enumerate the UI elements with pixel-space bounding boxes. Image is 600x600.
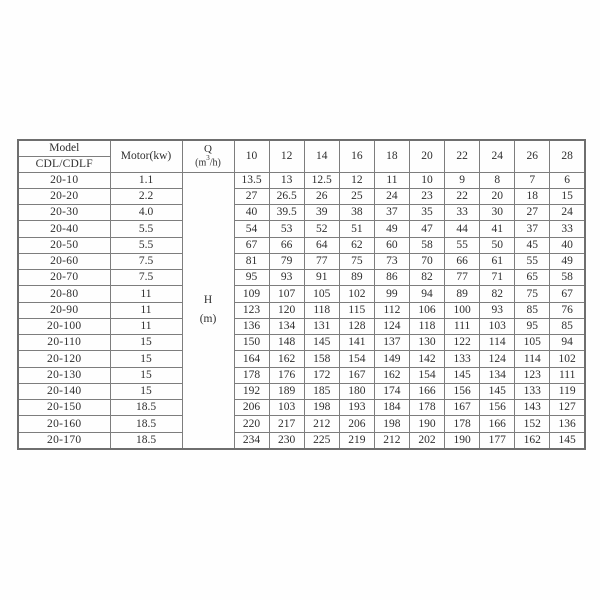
model-cell: 20-80 [18,286,110,302]
head-value-cell: 114 [480,335,515,351]
head-value-cell: 130 [409,335,444,351]
head-value-cell: 145 [304,335,339,351]
head-value-cell: 82 [480,286,515,302]
head-value-cell: 152 [515,416,550,432]
motor-cell: 7.5 [110,253,182,269]
flow-header-cell: 26 [515,140,550,172]
flow-header-cell: 20 [409,140,444,172]
head-value-cell: 61 [480,253,515,269]
head-value-cell: 206 [339,416,374,432]
table-body [18,172,585,449]
head-value-cell: 166 [409,383,444,399]
h-unit: (m) [199,313,217,326]
table-row [18,205,585,221]
head-value-cell: 50 [480,237,515,253]
motor-cell: 11 [110,286,182,302]
head-value-cell: 94 [409,286,444,302]
table-row [18,270,585,286]
head-value-cell: 149 [374,351,409,367]
head-value-cell: 7 [515,172,550,188]
model-cell: 20-110 [18,335,110,351]
table-row [18,172,585,188]
head-value-cell: 26 [304,188,339,204]
head-value-cell: 193 [339,400,374,416]
q-label: Q [204,143,212,156]
head-value-cell: 136 [550,416,585,432]
head-value-cell: 22 [445,188,480,204]
head-value-cell: 49 [374,221,409,237]
head-value-cell: 82 [409,270,444,286]
head-value-cell: 49 [550,253,585,269]
head-value-cell: 77 [304,253,339,269]
header-row-1 [18,140,585,156]
head-value-cell: 11 [374,172,409,188]
head-value-cell: 89 [339,270,374,286]
head-value-cell: 66 [269,237,304,253]
head-value-cell: 93 [269,270,304,286]
head-value-cell: 115 [339,302,374,318]
head-value-cell: 64 [304,237,339,253]
head-value-cell: 27 [515,205,550,221]
model-cell: 20-90 [18,302,110,318]
head-value-cell: 102 [339,286,374,302]
head-value-cell: 39.5 [269,205,304,221]
head-value-cell: 37 [515,221,550,237]
motor-cell: 18.5 [110,432,182,449]
head-value-cell: 156 [480,400,515,416]
head-value-cell: 102 [550,351,585,367]
table-row [18,188,585,204]
h-label: H [203,294,213,307]
flow-header-cell: 28 [550,140,585,172]
head-value-cell: 148 [269,335,304,351]
head-value-cell: 26.5 [269,188,304,204]
head-value-cell: 164 [234,351,269,367]
head-value-cell: 15 [550,188,585,204]
head-value-cell: 124 [374,318,409,334]
head-value-cell: 128 [339,318,374,334]
head-value-cell: 118 [409,318,444,334]
head-value-cell: 60 [374,237,409,253]
motor-cell: 5.5 [110,237,182,253]
head-value-cell: 156 [445,383,480,399]
q-unit-pre: (m [195,157,207,169]
head-value-cell: 6 [550,172,585,188]
motor-cell: 18.5 [110,400,182,416]
motor-cell: 4.0 [110,205,182,221]
head-value-cell: 174 [374,383,409,399]
head-value-cell: 39 [304,205,339,221]
head-value-cell: 198 [374,416,409,432]
head-value-cell: 44 [445,221,480,237]
model-cell: 20-70 [18,270,110,286]
head-value-cell: 167 [339,367,374,383]
head-value-cell: 45 [515,237,550,253]
table-row [18,318,585,334]
head-value-cell: 177 [480,432,515,449]
flow-header-cell: 22 [445,140,480,172]
head-value-cell: 47 [409,221,444,237]
head-value-cell: 18 [515,188,550,204]
head-value-cell: 93 [480,302,515,318]
motor-cell: 2.2 [110,188,182,204]
head-value-cell: 192 [234,383,269,399]
motor-cell: 1.1 [110,172,182,188]
head-value-cell: 145 [445,367,480,383]
head-value-cell: 141 [339,335,374,351]
model-cell: 20-100 [18,318,110,334]
flow-header-cell: 10 [234,140,269,172]
head-value-cell: 76 [550,302,585,318]
head-value-cell: 111 [445,318,480,334]
head-value-cell: 134 [480,367,515,383]
head-value-cell: 162 [269,351,304,367]
head-value-cell: 79 [269,253,304,269]
head-value-cell: 89 [445,286,480,302]
head-value-cell: 190 [409,416,444,432]
head-value-cell: 166 [480,416,515,432]
motor-cell: 15 [110,335,182,351]
head-value-cell: 38 [339,205,374,221]
motor-cell: 5.5 [110,221,182,237]
q-unit-sup: 3 [206,154,210,163]
head-value-cell: 13.5 [234,172,269,188]
head-value-cell: 30 [480,205,515,221]
head-value-cell: 77 [445,270,480,286]
model-cell: 20-150 [18,400,110,416]
motor-header-cell: Motor(kw) [110,140,182,172]
head-value-cell: 41 [480,221,515,237]
head-value-cell: 67 [550,286,585,302]
head-value-cell: 123 [234,302,269,318]
head-value-cell: 118 [304,302,339,318]
head-value-cell: 178 [234,367,269,383]
head-value-cell: 37 [374,205,409,221]
table-row [18,416,585,432]
head-value-cell: 119 [550,383,585,399]
head-value-cell: 127 [550,400,585,416]
head-value-cell: 10 [409,172,444,188]
head-value-cell: 112 [374,302,409,318]
model-cell: 20-130 [18,367,110,383]
model-header-cell: Model [18,140,110,156]
head-value-cell: 94 [550,335,585,351]
head-value-cell: 154 [409,367,444,383]
head-value-cell: 202 [409,432,444,449]
head-value-cell: 184 [374,400,409,416]
head-value-cell: 51 [339,221,374,237]
head-value-cell: 67 [234,237,269,253]
head-value-cell: 150 [234,335,269,351]
head-value-cell: 133 [515,383,550,399]
head-value-cell: 176 [269,367,304,383]
flow-header-cell: 24 [480,140,515,172]
head-value-cell: 40 [234,205,269,221]
head-value-cell: 212 [304,416,339,432]
head-value-cell: 136 [234,318,269,334]
head-value-cell: 95 [515,318,550,334]
head-value-cell: 62 [339,237,374,253]
flow-header-cell: 18 [374,140,409,172]
head-value-cell: 12.5 [304,172,339,188]
head-value-cell: 190 [445,432,480,449]
head-value-cell: 103 [480,318,515,334]
table-row [18,221,585,237]
motor-cell: 15 [110,383,182,399]
head-value-cell: 180 [339,383,374,399]
head-value-cell: 33 [550,221,585,237]
flow-header-cell: 12 [269,140,304,172]
table-row [18,367,585,383]
pump-performance-table [17,139,586,450]
table-row [18,432,585,449]
head-value-cell: 9 [445,172,480,188]
head-value-cell: 25 [339,188,374,204]
head-value-cell: 220 [234,416,269,432]
head-value-cell: 145 [550,432,585,449]
head-value-cell: 73 [374,253,409,269]
model-cell: 20-170 [18,432,110,449]
head-value-cell: 212 [374,432,409,449]
motor-cell: 11 [110,318,182,334]
model-cell: 20-60 [18,253,110,269]
head-value-cell: 8 [480,172,515,188]
table-row [18,383,585,399]
head-value-cell: 124 [480,351,515,367]
head-value-cell: 103 [269,400,304,416]
head-value-cell: 100 [445,302,480,318]
head-value-cell: 55 [445,237,480,253]
head-value-cell: 52 [304,221,339,237]
table-row [18,302,585,318]
head-value-cell: 133 [445,351,480,367]
head-value-cell: 142 [409,351,444,367]
head-value-cell: 137 [374,335,409,351]
head-value-cell: 206 [234,400,269,416]
head-value-cell: 189 [269,383,304,399]
head-value-cell: 178 [445,416,480,432]
flow-header-cell: 16 [339,140,374,172]
head-value-cell: 33 [445,205,480,221]
head-value-cell: 143 [515,400,550,416]
head-value-cell: 172 [304,367,339,383]
head-value-cell: 20 [480,188,515,204]
head-value-cell: 107 [269,286,304,302]
table-row [18,351,585,367]
head-value-cell: 85 [550,318,585,334]
head-value-cell: 71 [480,270,515,286]
head-value-cell: 106 [409,302,444,318]
head-value-cell: 145 [480,383,515,399]
head-value-cell: 81 [234,253,269,269]
head-value-cell: 185 [304,383,339,399]
table-header [18,140,585,172]
head-value-cell: 234 [234,432,269,449]
head-value-cell: 111 [550,367,585,383]
head-value-cell: 219 [339,432,374,449]
head-value-cell: 134 [269,318,304,334]
flow-header-cell: 14 [304,140,339,172]
motor-cell: 15 [110,351,182,367]
model-cell: 20-120 [18,351,110,367]
table-row [18,335,585,351]
model-cell: 20-20 [18,188,110,204]
table-row [18,237,585,253]
head-value-cell: 13 [269,172,304,188]
head-value-cell: 58 [550,270,585,286]
head-value-cell: 105 [515,335,550,351]
head-value-cell: 75 [339,253,374,269]
model-cell: 20-10 [18,172,110,188]
head-value-cell: 158 [304,351,339,367]
table-row [18,253,585,269]
head-value-cell: 35 [409,205,444,221]
head-value-cell: 27 [234,188,269,204]
head-value-cell: 24 [374,188,409,204]
head-value-cell: 167 [445,400,480,416]
head-value-cell: 225 [304,432,339,449]
head-value-cell: 198 [304,400,339,416]
head-value-cell: 178 [409,400,444,416]
model-cell: 20-50 [18,237,110,253]
model-cell: 20-160 [18,416,110,432]
model-cell: 20-40 [18,221,110,237]
head-value-cell: 54 [234,221,269,237]
head-value-cell: 91 [304,270,339,286]
head-value-cell: 75 [515,286,550,302]
head-value-cell: 120 [269,302,304,318]
head-value-cell: 123 [515,367,550,383]
head-value-cell: 65 [515,270,550,286]
model-cell: 20-140 [18,383,110,399]
head-value-cell: 217 [269,416,304,432]
head-value-cell: 162 [515,432,550,449]
q-unit-post: /h) [209,157,221,169]
head-value-cell: 12 [339,172,374,188]
head-value-cell: 131 [304,318,339,334]
head-value-cell: 122 [445,335,480,351]
motor-cell: 7.5 [110,270,182,286]
head-value-cell: 99 [374,286,409,302]
head-value-cell: 86 [374,270,409,286]
head-value-cell: 58 [409,237,444,253]
head-value-cell: 230 [269,432,304,449]
head-value-cell: 109 [234,286,269,302]
motor-cell: 11 [110,302,182,318]
model-cell: 20-30 [18,205,110,221]
head-value-cell: 24 [550,205,585,221]
q-unit [183,154,234,168]
motor-cell: 18.5 [110,416,182,432]
head-unit-cell [182,172,234,449]
flow-unit-header-cell [182,140,234,172]
table-row [18,286,585,302]
head-value-cell: 55 [515,253,550,269]
head-value-cell: 162 [374,367,409,383]
head-value-cell: 95 [234,270,269,286]
head-value-cell: 85 [515,302,550,318]
head-value-cell: 23 [409,188,444,204]
head-value-cell: 40 [550,237,585,253]
table-row [18,400,585,416]
model-series-header-cell: CDL/CDLF [18,156,110,172]
head-value-cell: 105 [304,286,339,302]
head-value-cell: 70 [409,253,444,269]
head-value-cell: 154 [339,351,374,367]
head-value-cell: 66 [445,253,480,269]
head-value-cell: 53 [269,221,304,237]
head-value-cell: 114 [515,351,550,367]
motor-cell: 15 [110,367,182,383]
